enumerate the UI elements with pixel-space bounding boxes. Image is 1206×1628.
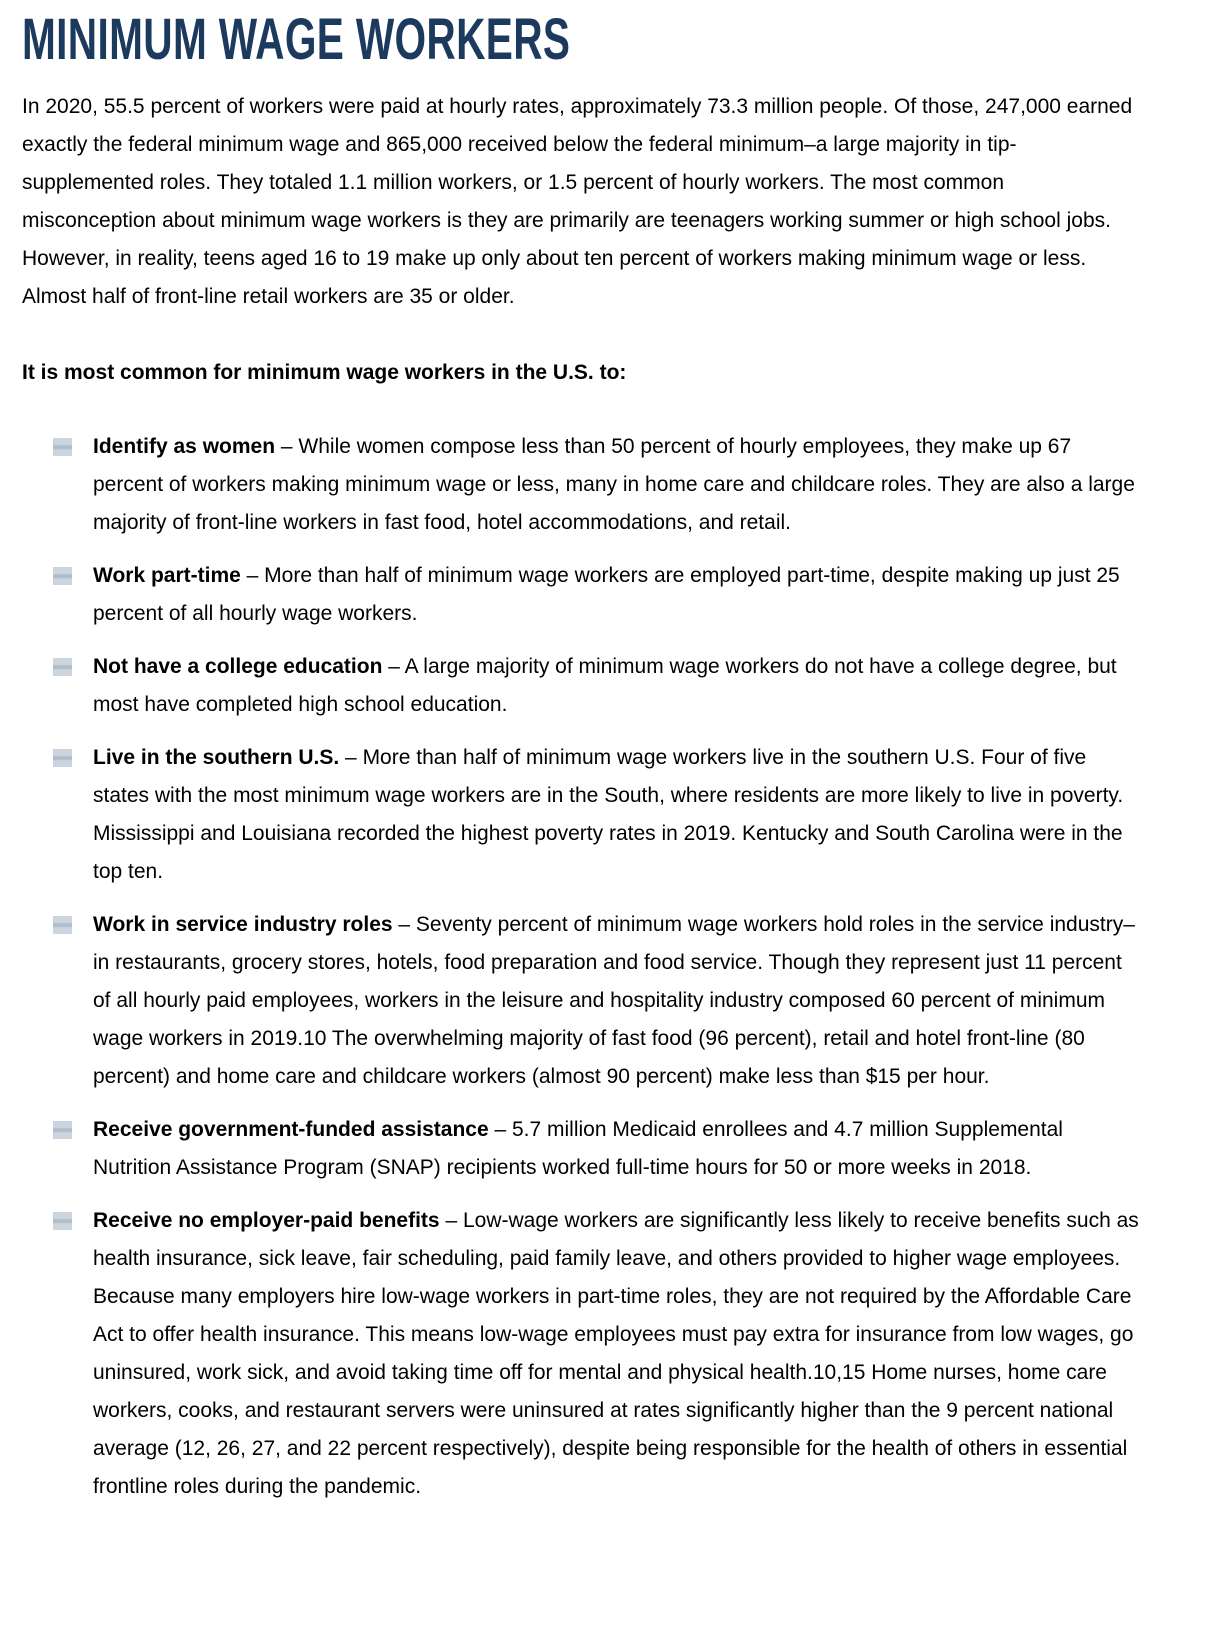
page-title-text: MINIMUM WAGE WORKERS bbox=[22, 7, 571, 72]
bullet-text: 5.7 million Medicaid enrollees and 4.7 million Supplemental Nutrition Assistance Program (SNAP) recipients worked full-time hours for 50 or more weeks in 2018. bbox=[93, 1118, 1063, 1179]
page-title bbox=[22, 7, 1144, 72]
bullet-lead: Receive no employer-paid benefits bbox=[93, 1209, 440, 1232]
square-bullet-icon bbox=[53, 1121, 72, 1139]
square-bullet-icon bbox=[53, 916, 72, 934]
list-item-government-assistance bbox=[53, 1111, 1144, 1187]
list-item-no-college-education bbox=[53, 648, 1144, 724]
bullet-separator: – bbox=[392, 913, 416, 936]
bullet-lead: Work in service industry roles bbox=[93, 913, 393, 936]
bullet-lead: Receive government-funded assistance bbox=[93, 1118, 489, 1141]
section-subheading: It is most common for minimum wage workers in the U.S. to: bbox=[22, 361, 627, 384]
bullet-separator: – bbox=[275, 435, 299, 458]
bullet-text: A large majority of minimum wage workers do not have a college degree, but most have completed high school education. bbox=[93, 655, 1117, 716]
square-bullet-icon bbox=[53, 567, 72, 585]
bullet-text: While women compose less than 50 percent of hourly employees, they make up 67 percent of workers making minimum wage or less, many in home care and childcare roles. They are also a large majority of front-line workers in fast food, hotel accommodations, and retail. bbox=[93, 435, 1135, 534]
bullet-separator: – bbox=[488, 1118, 512, 1141]
bullet-lead: Not have a college education bbox=[93, 655, 383, 678]
list-item-service-industry-roles bbox=[53, 906, 1144, 1096]
list-item-no-employer-benefits bbox=[53, 1202, 1144, 1506]
list-item-work-part-time bbox=[53, 557, 1144, 633]
square-bullet-icon bbox=[53, 658, 72, 676]
bullet-list bbox=[22, 428, 1144, 1506]
square-bullet-icon bbox=[53, 749, 72, 767]
bullet-text: More than half of minimum wage workers are employed part-time, despite making up just 25 percent of all hourly wage workers. bbox=[93, 564, 1120, 625]
bullet-separator: – bbox=[339, 746, 363, 769]
bullet-separator: – bbox=[439, 1209, 463, 1232]
bullet-separator: – bbox=[240, 564, 265, 587]
bullet-text: Low-wage workers are significantly less likely to receive benefits such as health insurance, sick leave, fair scheduling, paid family leave, and others provided to higher wage employees. Because many employers hire low-wage workers in part-time roles, they are not required by the Affordable Care Act to offer health insurance. This means low-wage employees must pay extra for insurance from low wages, go uninsured, work sick, and avoid taking time off for mental and physical health.10,15 Home nurses, home care workers, cooks, and restaurant servers were uninsured at rates significantly higher than the 9 percent national average (12, 26, 27, and 22 percent respectively), despite being responsible for the health of others in essential frontline roles during the pandemic. bbox=[93, 1209, 1139, 1498]
bullet-lead: Identify as women bbox=[93, 435, 276, 458]
list-item-live-southern-us bbox=[53, 739, 1144, 891]
bullet-text: More than half of minimum wage workers live in the southern U.S. Four of five states with the most minimum wage workers are in the South, where residents are more likely to live in poverty. Mississippi and Louisiana recorded the highest poverty rates in 2019. Kentucky and South Carolina were in the top ten. bbox=[93, 746, 1124, 883]
list-item-identify-as-women bbox=[53, 428, 1144, 542]
square-bullet-icon bbox=[53, 1212, 72, 1230]
bullet-text: Seventy percent of minimum wage workers hold roles in the service industry–in restaurants, grocery stores, hotels, food preparation and food service. Though they represent just 11 percent of all hourly paid employees, workers in the leisure and hospitality industry composed 60 percent of minimum wage workers in 2019.10 The overwhelming majority of fast food (96 percent), retail and hotel front-line (80 percent) and home care and childcare workers (almost 90 percent) make less than $15 per hour. bbox=[93, 913, 1135, 1088]
bullet-lead: Live in the southern U.S. bbox=[93, 746, 340, 769]
intro-paragraph: In 2020, 55.5 percent of workers were paid at hourly rates, approximately 73.3 million people. Of those, 247,000 earned exactly the federal minimum wage and 865,000 received below the federal minimum–a large majority in tip-supplemented roles. They totaled 1.1 million workers, or 1.5 percent of hourly workers. The most common misconception about minimum wage workers is they are primarily are teenagers working summer or high school jobs. However, in reality, teens aged 16 to 19 make up only about ten percent of workers making minimum wage or less. Almost half of front-line retail workers are 35 or older. bbox=[22, 95, 1133, 308]
square-bullet-icon bbox=[53, 438, 72, 456]
bullet-lead: Work part-time bbox=[93, 564, 241, 587]
bullet-separator: – bbox=[382, 655, 405, 678]
